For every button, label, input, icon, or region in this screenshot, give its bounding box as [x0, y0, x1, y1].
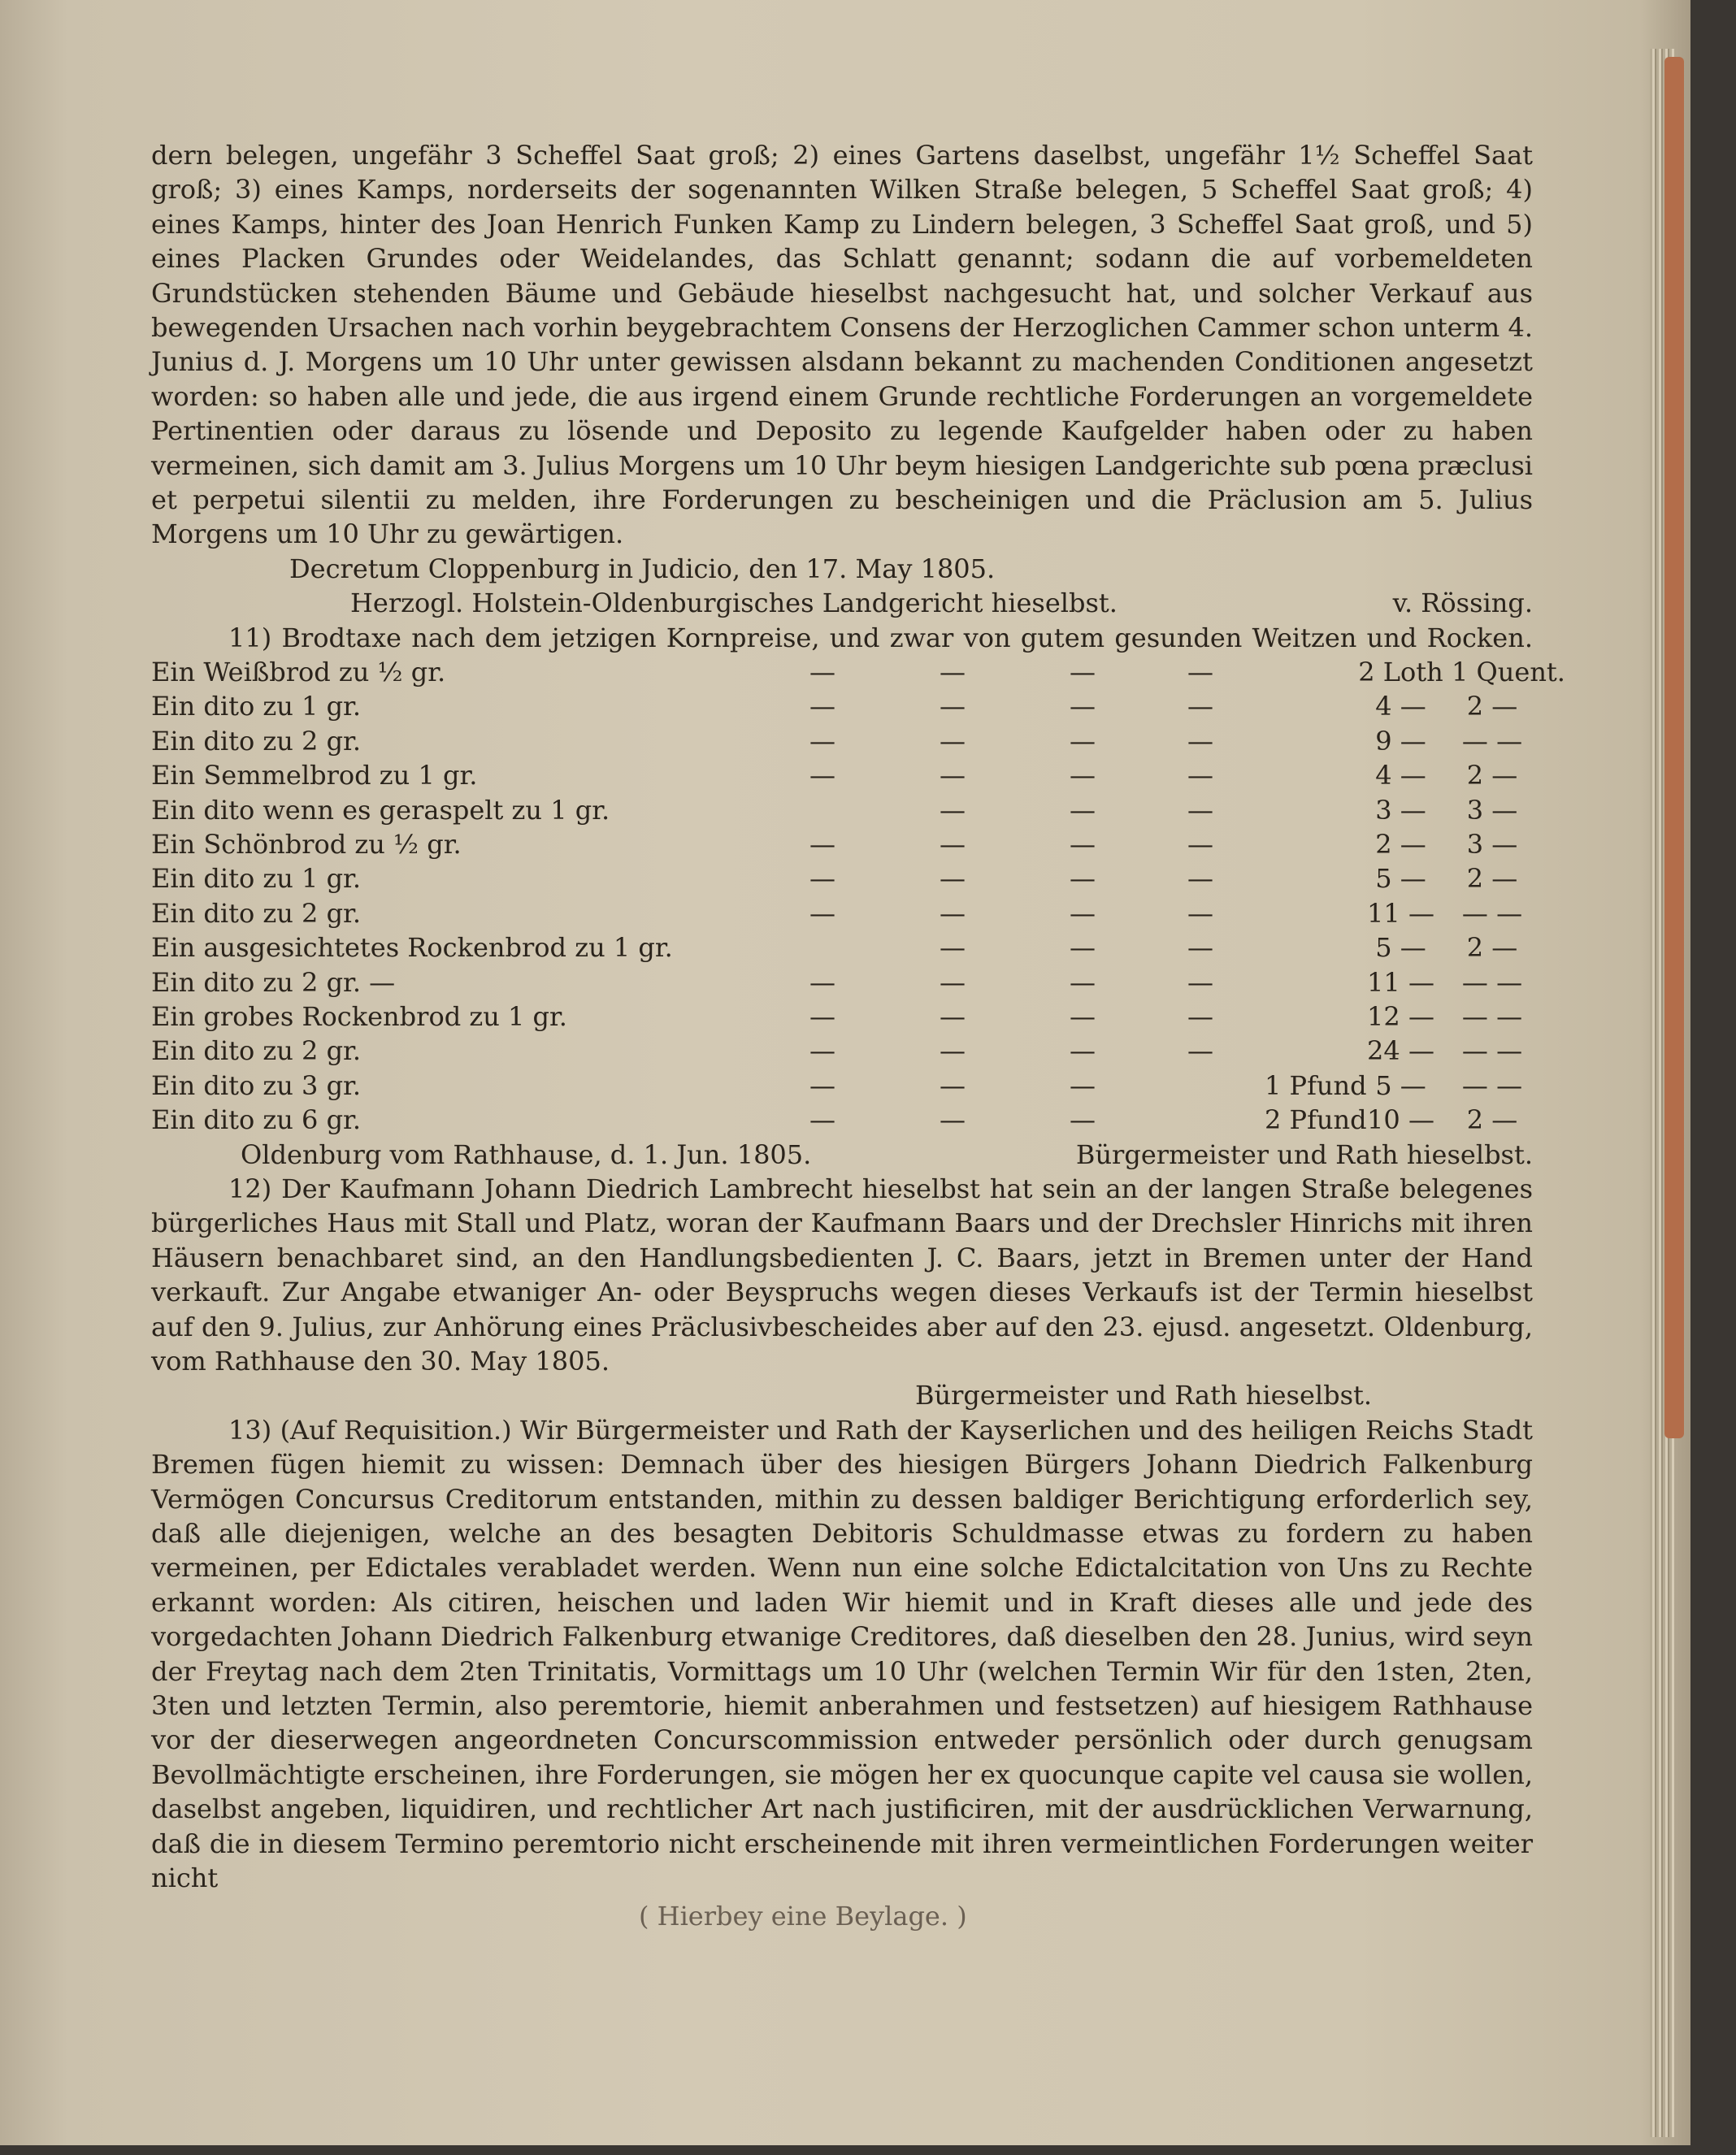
- bread-cell-d2: —: [940, 829, 966, 861]
- bread-row: [151, 1034, 1533, 1068]
- bread-cell-desc: Ein dito zu 1 gr.: [151, 691, 361, 722]
- bread-cell-quent: 2 —: [1466, 932, 1518, 964]
- bread-cell-desc: Ein dito zu 2 gr. —: [151, 966, 396, 998]
- bread-cell-pfund: [1265, 655, 1350, 689]
- bread-cell-quent: 3 —: [1466, 794, 1518, 826]
- signature-12: Bürgermeister und Rath hieselbst.: [915, 1380, 1373, 1411]
- bread-cell-loth: 4 —: [1375, 691, 1426, 722]
- bread-cell-loth: 2 Loth: [1358, 657, 1443, 688]
- bread-cell-quent: 2 —: [1466, 760, 1518, 791]
- bread-cell-d1: —: [809, 829, 835, 861]
- bread-cell-d1: [809, 930, 940, 965]
- bread-cell-pfund: [1265, 689, 1350, 723]
- bread-cell-desc: Ein Semmelbrod zu 1 gr.: [151, 760, 478, 791]
- bread-cell-d1: —: [809, 725, 835, 757]
- bread-cell-d4: —: [1187, 691, 1213, 722]
- page-text: [151, 138, 1565, 1933]
- bread-row: [151, 861, 1533, 895]
- bread-row: [151, 999, 1533, 1034]
- bread-cell-d3: —: [1070, 794, 1096, 826]
- bread-cell-d3: —: [1070, 1069, 1096, 1101]
- paragraph-13: 13) (Auf Requisition.) Wir Bürgermeister und Rath der Kayserlichen und des heiligen Reichs Stadt Bremen fügen hiemit zu wissen: Demnach über des hiesigen Bürgers Johann Diedrich Falkenburg Vermögen Concursus Creditorum entstanden, mithin zu dessen baldiger Berichtigung erforderlich sey, daß alle diejenigen, welche an des besagten Debitoris Schuldmasse etwas zu fordern zu haben vermeinen, per Edictales verabladet werden. Wenn nun eine solche Edictalcitation von Uns zu Rechte erkannt worden: Als citiren, heischen und laden Wir hiemit und in Kraft dieses alle und jede des vorgedachten Johann Diedrich Falkenburg etwanige Creditores, daß dieselben den 28. Junius, wird seyn der Freytag nach dem 2ten Trinitatis, Vormittags um 10 Uhr (welchen Termin Wir für den 1sten, 2ten, 3ten und letzten Termin, also peremtorie, hiemit anberahmen und festsetzen) auf hiesigem Rathhause vor der dieserwegen angeordneten Concurscommission entweder persönlich oder durch genugsam Bevollmächtigte erscheinen, ihre Forderungen, sie mögen her ex quocunque capite vel causa sie wollen, daselbst angeben, liquidiren, und rechtlicher Art nach justificiren, mit der ausdrücklichen Verwarnung, daß die in diesem Termino peremtorio nicht erscheinende mit ihren vermeintlichen Forderungen weiter nicht: [151, 1414, 1533, 1894]
- bread-cell-loth: 11 —: [1367, 897, 1434, 929]
- bread-cell-pfund: [1265, 1034, 1350, 1068]
- bread-cell-d2: —: [940, 897, 966, 929]
- bread-cell-quent: — —: [1461, 966, 1523, 998]
- bread-cell-d1: [809, 793, 940, 827]
- bread-cell-d4: —: [1187, 932, 1213, 964]
- bread-cell-d3: —: [1070, 691, 1096, 722]
- bread-cell-loth: 10 —: [1367, 1104, 1434, 1136]
- bread-cell-quent: 2 —: [1466, 691, 1518, 722]
- bread-cell-d3: —: [1070, 760, 1096, 791]
- bread-cell-pfund: [1265, 965, 1350, 999]
- bread-cell-d4: —: [1187, 1001, 1213, 1032]
- signature-11: [151, 1138, 1533, 1172]
- bread-cell-quent: 2 —: [1466, 863, 1518, 895]
- paragraph-11-header: 11) Brodtaxe nach dem jetzigen Kornpreise, und zwar von gutem gesunden Weitzen und Rocken.: [228, 622, 1533, 653]
- paragraph-12: 12) Der Kaufmann Johann Diedrich Lambrecht hieselbst hat sein an der langen Straße belegenes bürgerliches Haus mit Stall und Platz, woran der Kaufmann Baars und der Drechsler Hinrichs mit ihren Häusern benachbaret sind, an den Handlungsbedienten J. C. Baars, jetzt in Bremen unter der Hand verkauft. Zur Angabe etwaniger An- oder Beyspruchs wegen dieses Verkaufs ist der Termin hieselbst auf den 9. Julius, zur Anhörung eines Präclusivbescheides aber auf den 23. ejusd. angesetzt. Oldenburg, vom Rathhause den 30. May 1805.: [151, 1173, 1533, 1377]
- signature-11-place: Oldenburg vom Rathhause, d. 1. Jun. 1805.: [241, 1138, 812, 1170]
- bread-cell-d2: —: [940, 1035, 966, 1067]
- bread-cell-d1: —: [809, 966, 835, 998]
- bread-cell-desc: Ein grobes Rockenbrod zu 1 gr.: [151, 1001, 567, 1032]
- bread-cell-pfund: [1265, 758, 1350, 792]
- bread-cell-d2: —: [940, 1104, 966, 1136]
- bread-cell-loth: 9 —: [1375, 725, 1426, 757]
- bread-cell-quent: 3 —: [1466, 829, 1518, 861]
- bread-cell-d3: —: [1070, 1035, 1096, 1067]
- bread-cell-pfund: 2 Pfund: [1265, 1104, 1367, 1136]
- decretum: Decretum Cloppenburg in Judicio, den 17. May 1805.: [289, 553, 996, 584]
- bread-cell-loth: 11 —: [1367, 966, 1434, 998]
- bread-cell-loth: 4 —: [1375, 760, 1426, 791]
- bread-cell-pfund: [1265, 724, 1350, 758]
- bread-cell-d2: —: [940, 966, 966, 998]
- bread-cell-d4: —: [1187, 966, 1213, 998]
- bread-cell-d1: —: [809, 1035, 835, 1067]
- bread-cell-d1: —: [809, 1104, 835, 1136]
- bread-cell-loth: 5 —: [1375, 1069, 1426, 1101]
- bread-cell-d3: —: [1070, 657, 1096, 688]
- red-tab: [1664, 57, 1684, 1438]
- bread-cell-quent: 2 —: [1466, 1104, 1518, 1136]
- bread-cell-d3: —: [1070, 1001, 1096, 1032]
- bread-cell-quent: — —: [1461, 1035, 1523, 1067]
- bread-row: [151, 896, 1533, 930]
- bread-cell-pfund: [1265, 827, 1350, 861]
- bread-cell-d2: —: [940, 691, 966, 722]
- bread-cell-pfund: 1 Pfund: [1265, 1069, 1367, 1101]
- bread-cell-d1: —: [809, 863, 835, 895]
- bread-cell-pfund: [1265, 896, 1350, 930]
- bread-cell-desc: Ein dito zu 6 gr.: [151, 1104, 361, 1136]
- bread-row: [151, 655, 1565, 689]
- bread-cell-d3: —: [1070, 863, 1096, 895]
- bread-row: [151, 965, 1533, 999]
- bread-cell-d4: —: [1187, 794, 1213, 826]
- bread-cell-pfund: [1265, 999, 1350, 1034]
- bread-cell-quent: — —: [1461, 1069, 1523, 1101]
- bread-cell-d4: [1187, 1103, 1265, 1137]
- bread-cell-quent: 1 Quent.: [1452, 657, 1565, 688]
- bread-row: [151, 724, 1533, 758]
- bread-cell-d3: —: [1070, 966, 1096, 998]
- signature-11-authority: Bürgermeister und Rath hieselbst.: [1075, 1138, 1533, 1170]
- bread-cell-d4: [1187, 1069, 1265, 1103]
- bread-cell-quent: — —: [1461, 725, 1523, 757]
- bread-cell-d3: —: [1070, 897, 1096, 929]
- bread-cell-d1: —: [809, 691, 835, 722]
- bread-cell-d1: —: [809, 897, 835, 929]
- bread-row: [151, 689, 1533, 723]
- bread-cell-d2: —: [940, 1001, 966, 1032]
- signature-name: v. Rössing.: [1392, 588, 1533, 619]
- bread-cell-quent: — —: [1461, 1001, 1523, 1032]
- bread-cell-desc: Ein dito zu 1 gr.: [151, 863, 361, 895]
- bread-cell-d3: —: [1070, 932, 1096, 964]
- bread-cell-desc: Ein dito wenn es geraspelt zu 1 gr.: [151, 794, 610, 826]
- bread-cell-d1: —: [809, 760, 835, 791]
- bread-cell-loth: 2 —: [1375, 829, 1426, 861]
- bread-cell-desc: Ein ausgesichtetes Rockenbrod zu 1 gr.: [151, 932, 673, 964]
- bread-row: [151, 827, 1533, 861]
- bread-cell-d4: —: [1187, 760, 1213, 791]
- bread-row: [151, 793, 1533, 827]
- bread-cell-loth: 3 —: [1375, 794, 1426, 826]
- bread-cell-d4: —: [1187, 1035, 1213, 1067]
- bread-cell-d4: —: [1187, 863, 1213, 895]
- bread-cell-desc: Ein dito zu 2 gr.: [151, 725, 361, 757]
- bread-cell-pfund: [1265, 930, 1350, 965]
- bread-cell-pfund: [1265, 793, 1350, 827]
- bread-price-table: [151, 655, 1565, 1137]
- bread-cell-desc: Ein dito zu 3 gr.: [151, 1069, 361, 1101]
- bread-cell-d3: —: [1070, 829, 1096, 861]
- bread-cell-d3: —: [1070, 725, 1096, 757]
- bread-cell-pfund: [1265, 861, 1350, 895]
- bread-cell-loth: 24 —: [1367, 1035, 1434, 1067]
- bread-cell-d4: —: [1187, 829, 1213, 861]
- bread-row: [151, 758, 1533, 792]
- bread-cell-d2: —: [940, 725, 966, 757]
- bread-cell-d1: —: [809, 1001, 835, 1032]
- paragraph-10: dern belegen, ungefähr 3 Scheffel Saat groß; 2) eines Gartens daselbst, ungefähr 1½ Scheffel Saat groß; 3) eines Kamps, norderseits der sogenannten Wilken Straße belegen, 5 Scheffel Saat groß; 4) eines Kamps, hinter des Joan Henrich Funken Kamp zu Lindern belegen, 3 Scheffel Saat groß, und 5) eines Placken Grundes oder Weidelandes, das Schlatt genannt; sodann die auf vorbemeldeten Grundstücken stehenden Bäume und Gebäude hieselbst nachgesucht hat, und solcher Verkauf aus bewegenden Ursachen nach vorhin beygebrachtem Consens der Herzoglichen Cammer schon unterm 4. Junius d. J. Morgens um 10 Uhr unter gewissen alsdann bekannt zu machenden Conditionen angesetzt worden: so haben alle und jede, die aus irgend einem Grunde rechtliche Forderungen an vorgemeldete Pertinentien oder daraus zu lösende und Deposito zu legende Kaufgelder haben oder zu haben vermeinen, sich damit am 3. Julius Morgens um 10 Uhr beym hiesigen Landgerichte sub pœna præclusi et perpetui silentii zu melden, ihre Forderungen zu bescheinigen und die Präclusion am 5. Julius Morgens um 10 Uhr zu gewärtigen.: [151, 140, 1533, 550]
- bread-row: [151, 930, 1533, 965]
- bread-cell-d1: —: [809, 1069, 835, 1101]
- bread-cell-d4: —: [1187, 657, 1213, 688]
- bread-row: [151, 1069, 1533, 1103]
- bread-cell-loth: 12 —: [1367, 1001, 1434, 1032]
- signature-10: [151, 586, 1533, 620]
- signature-court: Herzogl. Holstein-Oldenburgisches Landgericht hieselbst.: [350, 588, 1118, 619]
- bread-cell-quent: — —: [1461, 897, 1523, 929]
- bread-cell-d1: —: [809, 657, 835, 688]
- bread-row: [151, 1103, 1533, 1137]
- bread-cell-d4: —: [1187, 725, 1213, 757]
- bread-cell-desc: Ein dito zu 2 gr.: [151, 897, 361, 929]
- bread-cell-d2: —: [940, 1069, 966, 1101]
- bread-cell-d2: —: [940, 657, 966, 688]
- bread-cell-desc: Ein Weißbrod zu ½ gr.: [151, 657, 446, 688]
- bread-cell-d2: —: [940, 863, 966, 895]
- bread-cell-desc: Ein Schönbrod zu ½ gr.: [151, 829, 462, 861]
- bread-cell-d2: —: [940, 794, 966, 826]
- bread-cell-d4: —: [1187, 897, 1213, 929]
- bread-cell-desc: Ein dito zu 2 gr.: [151, 1035, 361, 1067]
- bread-cell-d2: —: [940, 932, 966, 964]
- bread-cell-d2: —: [940, 760, 966, 791]
- catchword: ( Hierbey eine Beylage. ): [639, 1900, 967, 1932]
- bread-cell-loth: 5 —: [1375, 863, 1426, 895]
- bread-cell-loth: 5 —: [1375, 932, 1426, 964]
- bread-cell-d3: —: [1070, 1104, 1096, 1136]
